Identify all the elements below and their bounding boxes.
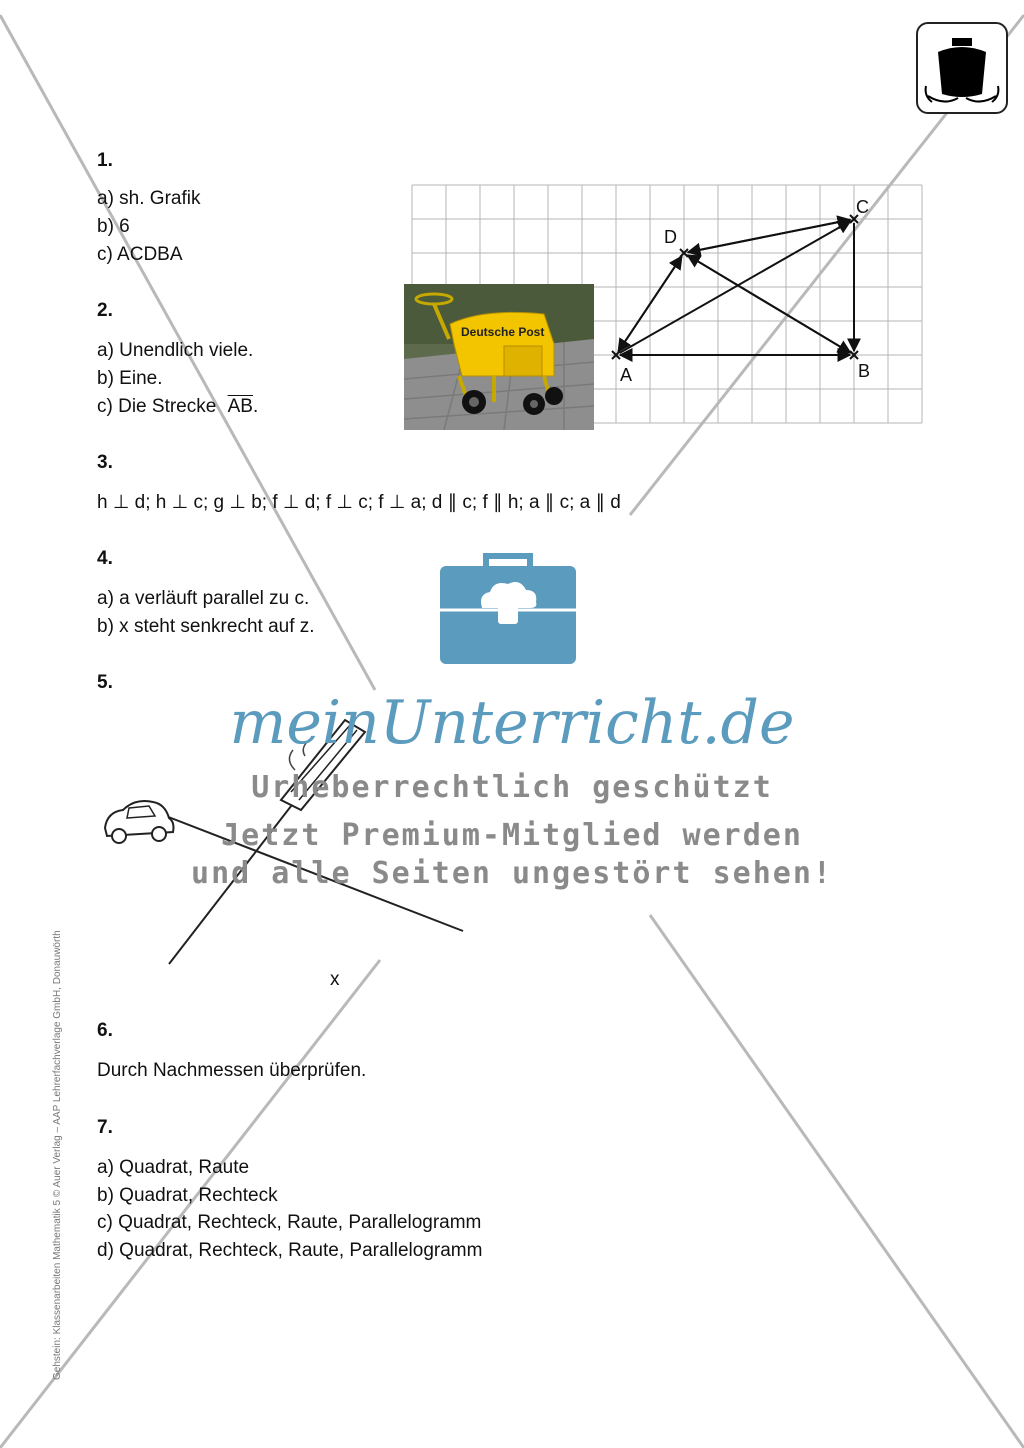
section-4-line-b: b) x steht senkrecht auf z. — [97, 616, 315, 637]
section-3-line: h ⊥ d; h ⊥ c; g ⊥ b; f ⊥ d; f ⊥ c; f ⊥ a; d ∥ c; f ∥ h; a ∥ c; a ∥ d — [97, 492, 621, 513]
point-b-label: B — [858, 361, 871, 381]
section-1-number: 1. — [97, 150, 113, 171]
watermark-line-2: Jetzt Premium-Mitglied werden — [221, 818, 803, 853]
weight-badge — [916, 22, 1008, 114]
point-a-label: A — [620, 365, 633, 385]
section-1-line-a: a) sh. Grafik — [97, 188, 201, 209]
section-6-number: 6. — [97, 1020, 113, 1041]
section-7-number: 7. — [97, 1117, 113, 1138]
point-d-label: D — [664, 227, 677, 247]
deutsche-post-cart-photo — [404, 284, 594, 430]
weight-icon — [918, 24, 1006, 112]
section-4-number: 4. — [97, 548, 113, 569]
watermark-line-1: Urheberrechtlich geschützt — [251, 770, 773, 805]
section-3-number: 3. — [97, 452, 113, 473]
section-5-number: 5. — [97, 672, 113, 693]
side-copyright-note: Gehstein: Klassenarbeiten Mathematik 5 © Auer Verlag – AAP Lehrerfachverlage GmbH, Donauwörth — [52, 930, 63, 1380]
section-7-line-b: b) Quadrat, Rechteck — [97, 1185, 278, 1206]
watermark-logo: meinUnterricht.de — [229, 688, 795, 758]
section-2-line-a: a) Unendlich viele. — [97, 340, 254, 361]
segment-period: . — [252, 396, 259, 417]
section-2-line-c-text: c) Die Strecke — [97, 396, 217, 417]
watermark-line-3: und alle Seiten ungestört sehen! — [191, 856, 833, 891]
section-1-line-b: b) 6 — [97, 216, 130, 237]
segment-ab: $\overline{AB}$ — [227, 396, 253, 417]
section-7-line-c: c) Quadrat, Rechteck, Raute, Parallelogramm — [97, 1212, 482, 1233]
figure-5-x-label: x — [330, 969, 340, 990]
section-4-line-a: a) a verläuft parallel zu c. — [97, 588, 310, 609]
briefcase-logo-icon — [438, 550, 578, 666]
section-7-line-d: d) Quadrat, Rechteck, Raute, Parallelogramm — [97, 1240, 483, 1261]
section-2-number: 2. — [97, 300, 113, 321]
section-2-line-b: b) Eine. — [97, 368, 163, 389]
photo-sign-text: Deutsche Post — [461, 325, 545, 339]
point-c-label: C — [856, 197, 869, 217]
section-2-line-c — [97, 393, 258, 421]
section-6-line: Durch Nachmessen überprüfen. — [97, 1060, 367, 1081]
section-1-line-c: c) ACDBA — [97, 244, 183, 265]
section-7-line-a: a) Quadrat, Raute — [97, 1157, 250, 1178]
arrow-b-d — [687, 255, 850, 353]
